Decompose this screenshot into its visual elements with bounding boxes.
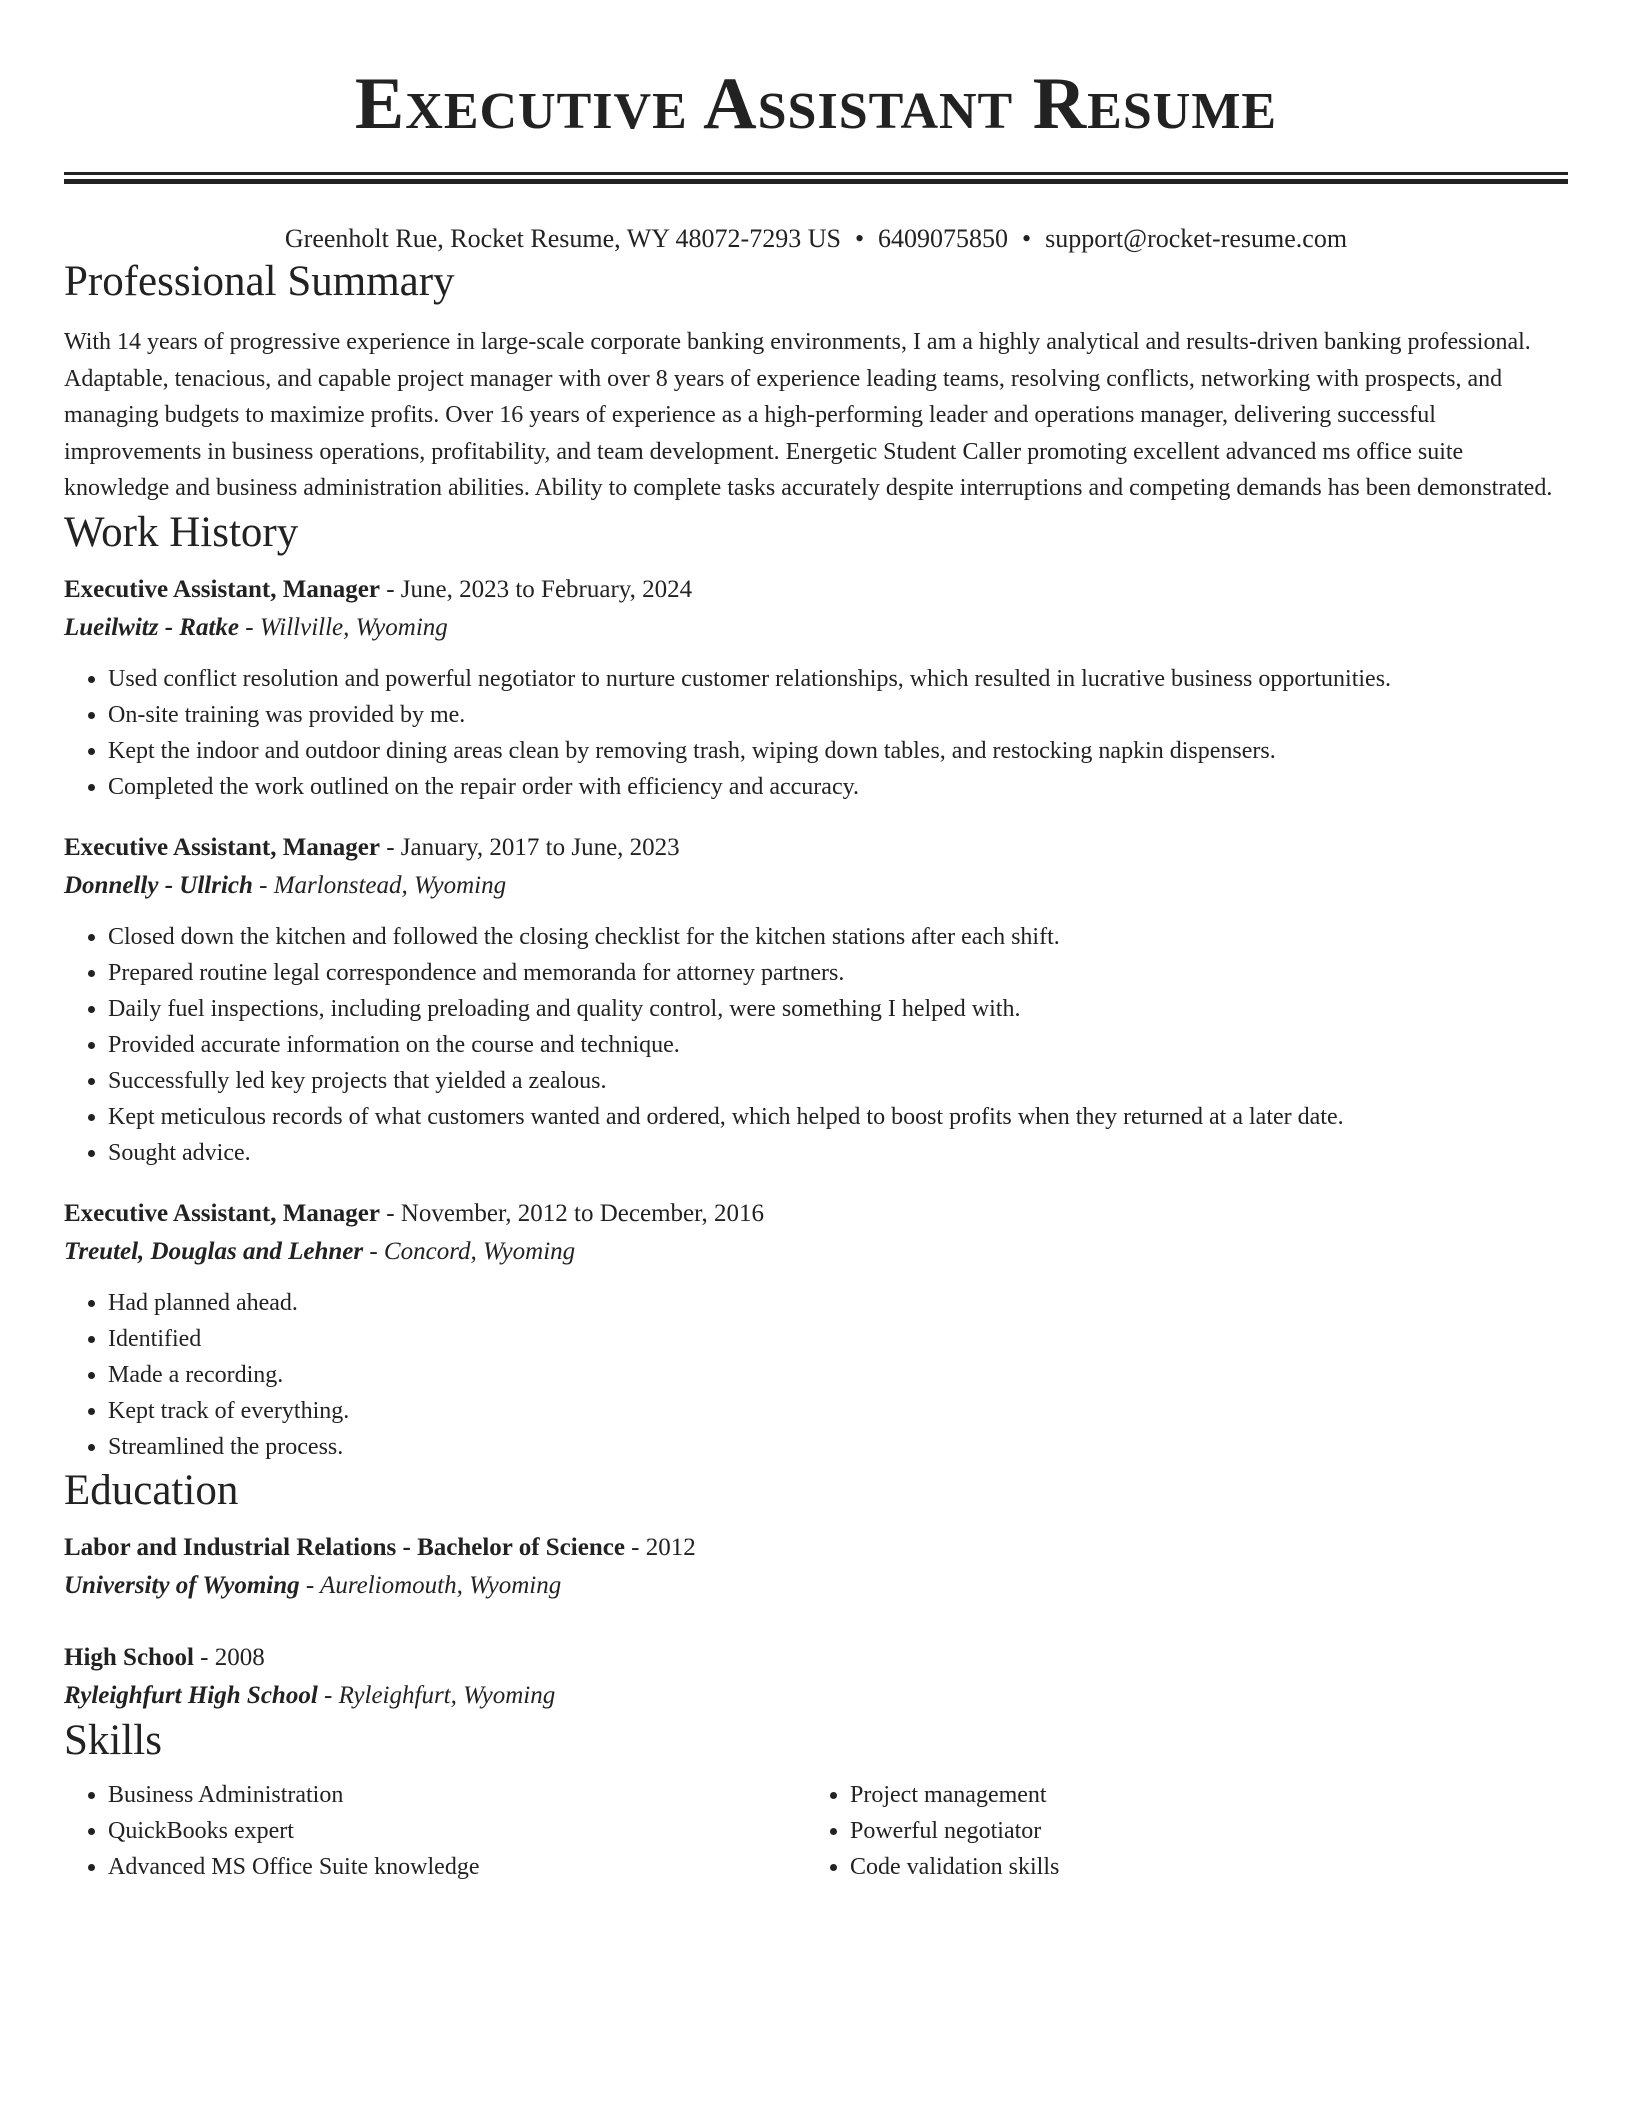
- list-item: • Daily fuel inspections, including preloading and quality control, were something I helped with.: [108, 991, 1568, 1027]
- list-item: • Code validation skills: [850, 1849, 1548, 1885]
- job-dates: - January, 2017 to June, 2023: [379, 833, 680, 861]
- resume-title: Executive Assistant Resume: [354, 63, 1278, 145]
- list-item: • Provided accurate information on the course and technique.: [108, 1027, 1568, 1063]
- job-company-line: [64, 867, 1568, 905]
- list-item: • Sought advice.: [108, 1135, 1568, 1171]
- job-bullets: [64, 919, 1568, 1171]
- contact-email: support@rocket-resume.com: [1045, 224, 1348, 253]
- contact-separator: •: [854, 224, 865, 253]
- education-school-line: [64, 1567, 1568, 1605]
- work-history-heading: Work History: [64, 508, 299, 556]
- list-item: • Project management: [850, 1777, 1548, 1813]
- education-entry: [64, 1639, 1568, 1715]
- education-degree-line: [64, 1529, 1568, 1567]
- list-item: • Used conflict resolution and powerful negotiator to nurture customer relationships, which resulted in lucrative business opportunities.: [108, 661, 1568, 697]
- skills-column-right: [806, 1777, 1548, 1885]
- education-school: University of Wyoming: [64, 1571, 300, 1599]
- job-company: Treutel, Douglas and Lehner: [64, 1237, 364, 1265]
- skills-heading: Skills: [64, 1716, 162, 1764]
- education-degree-line: [64, 1639, 1568, 1677]
- job-title: Executive Assistant, Manager: [64, 1199, 380, 1227]
- list-item: • Made a recording.: [108, 1357, 1568, 1393]
- job-entry: [64, 571, 1568, 805]
- education-school-line: [64, 1677, 1568, 1715]
- job-title-line: [64, 829, 1568, 867]
- list-item: • On-site training was provided by me.: [108, 697, 1568, 733]
- list-item: • Powerful negotiator: [850, 1813, 1548, 1849]
- education-location: - Ryleighfurt, Wyoming: [317, 1681, 556, 1709]
- job-title-line: [64, 571, 1568, 609]
- education-location: - Aureliomouth, Wyoming: [299, 1571, 562, 1599]
- education-year: - 2008: [193, 1643, 265, 1671]
- list-item: • Kept meticulous records of what customers wanted and ordered, which helped to boost profits when they returned at a later date.: [108, 1099, 1568, 1135]
- list-item: • Streamlined the process.: [108, 1429, 1568, 1465]
- contact-phone: 6409075850: [878, 224, 1009, 253]
- job-location: - Marlonstead, Wyoming: [252, 871, 507, 899]
- list-item: • Identified: [108, 1321, 1568, 1357]
- job-bullets: [64, 1285, 1568, 1465]
- education-school: Ryleighfurt High School: [64, 1681, 318, 1709]
- job-entry: [64, 1195, 1568, 1465]
- job-company-line: [64, 609, 1568, 647]
- skills-column-left: [64, 1777, 806, 1885]
- job-company: Lueilwitz - Ratke: [64, 613, 239, 641]
- job-company-line: [64, 1233, 1568, 1271]
- contact-separator: •: [1022, 224, 1032, 253]
- list-item: • Kept the indoor and outdoor dining areas clean by removing trash, wiping down tables, and restocking napkin dispensers.: [108, 733, 1568, 769]
- summary-text: With 14 years of progressive experience in large-scale corporate banking environments, I am a highly analytical and results-driven banking professional. Adaptable, tenacious, and capable project manager with over 8 years of experience leading teams, resolving conflicts, networking with prospects, and managing budgets to maximize profits. Over 16 years of experience as a high-performing leader and operations manager, delivering successful improvements in business operations, profitability, and team development. Energetic Student Caller promoting excellent advanced ms office suite knowledge and business administration abilities. Ability to complete tasks accurately despite interruptions and competing demands has been demonstrated.: [64, 329, 1553, 501]
- job-location: - Willville, Wyoming: [239, 613, 448, 641]
- list-item: • Kept track of everything.: [108, 1393, 1568, 1429]
- list-item: • Advanced MS Office Suite knowledge: [108, 1849, 806, 1885]
- list-item: • Closed down the kitchen and followed the closing checklist for the kitchen stations after each shift.: [108, 919, 1568, 955]
- job-title: Executive Assistant, Manager: [64, 575, 380, 603]
- education-degree: High School: [64, 1643, 194, 1671]
- education-year: - 2012: [624, 1533, 696, 1561]
- job-bullets: [64, 661, 1568, 805]
- job-title-line: [64, 1195, 1568, 1233]
- job-dates: - November, 2012 to December, 2016: [379, 1199, 764, 1227]
- list-item: • Completed the work outlined on the repair order with efficiency and accuracy.: [108, 769, 1568, 805]
- list-item: • Business Administration: [108, 1777, 806, 1813]
- job-location: - Concord, Wyoming: [363, 1237, 576, 1265]
- title-double-rule: [64, 172, 1568, 184]
- list-item: • Had planned ahead.: [108, 1285, 1568, 1321]
- summary-heading: Professional Summary: [64, 258, 455, 305]
- list-item: • QuickBooks expert: [108, 1813, 806, 1849]
- list-item: • Successfully led key projects that yielded a zealous.: [108, 1063, 1568, 1099]
- education-entry: [64, 1529, 1568, 1605]
- contact-address: Greenholt Rue, Rocket Resume, WY 48072-7293 US: [284, 224, 841, 253]
- list-item: • Prepared routine legal correspondence and memoranda for attorney partners.: [108, 955, 1568, 991]
- job-title: Executive Assistant, Manager: [64, 833, 380, 861]
- skills-columns: [64, 1777, 1568, 1885]
- job-dates: - June, 2023 to February, 2024: [379, 575, 693, 603]
- education-degree: Labor and Industrial Relations - Bachelor of Science: [64, 1533, 625, 1561]
- education-heading: Education: [64, 1466, 239, 1514]
- job-company: Donnelly - Ullrich: [64, 871, 253, 899]
- contact-line: [64, 222, 1568, 256]
- job-entry: [64, 829, 1568, 1171]
